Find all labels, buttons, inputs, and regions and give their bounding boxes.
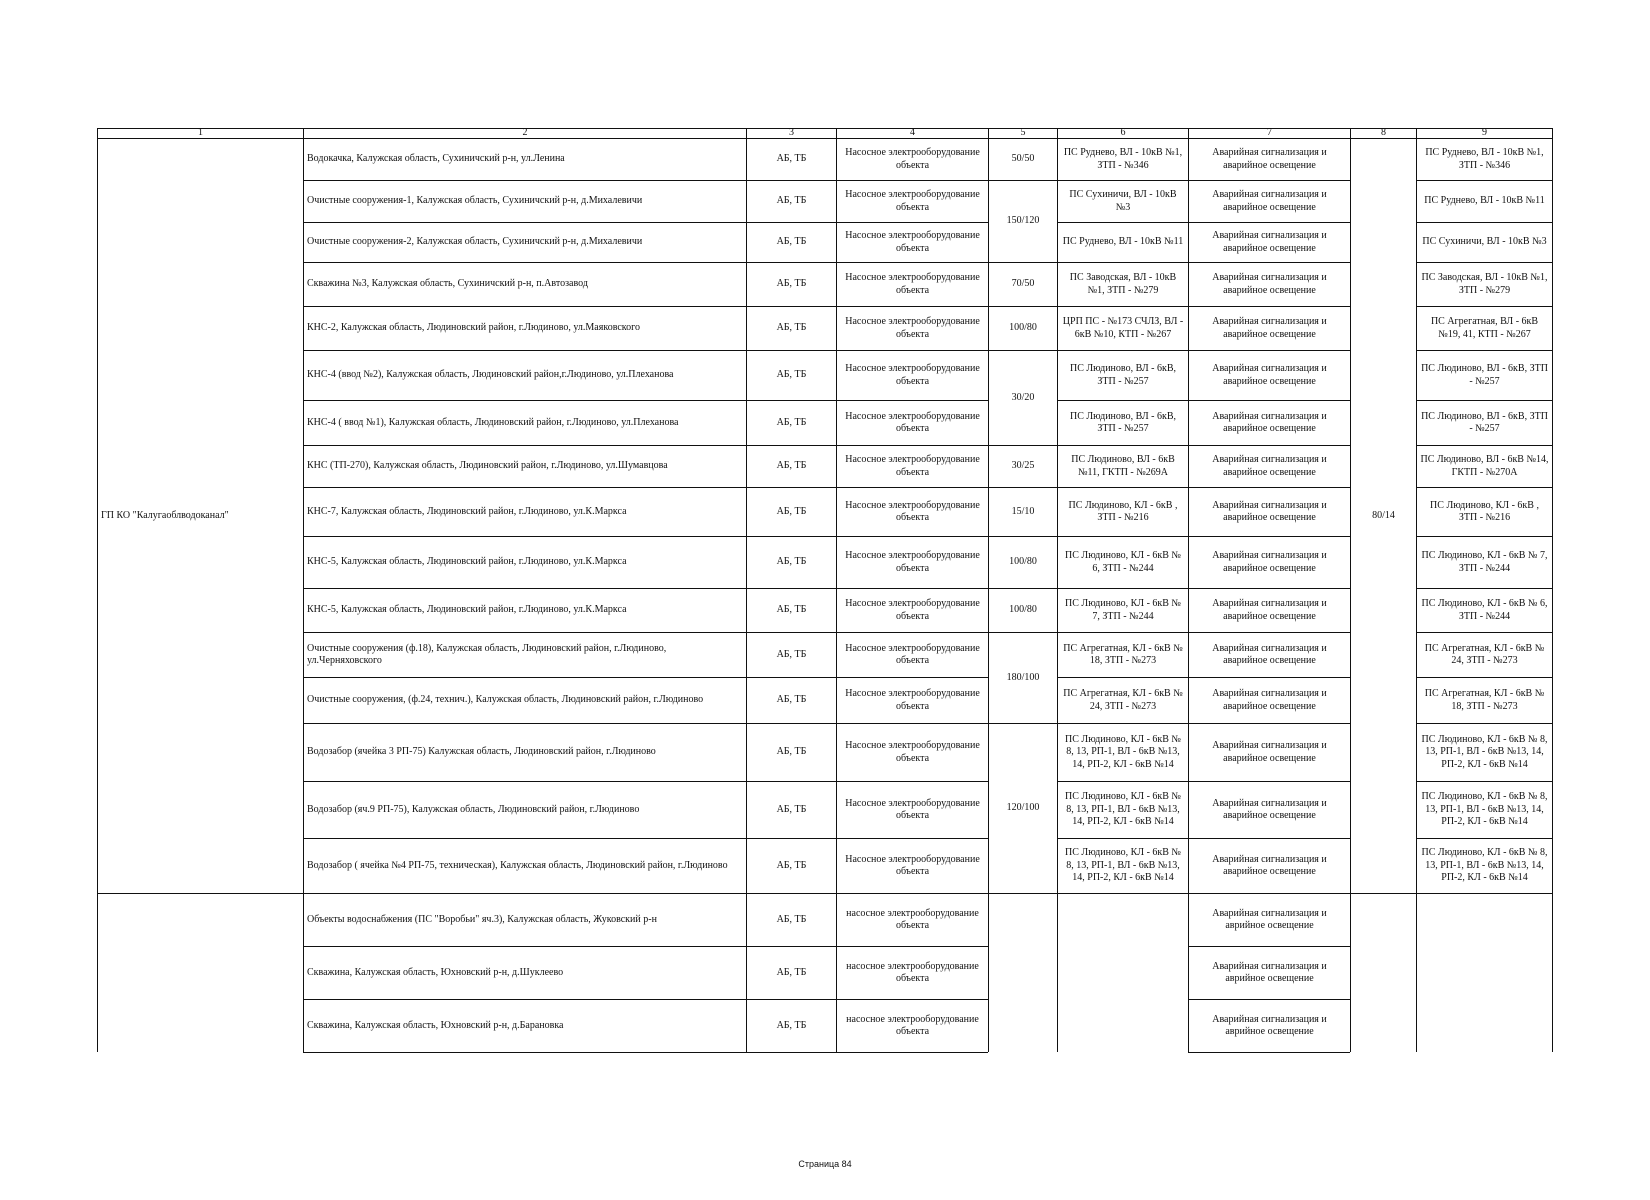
object-name-cell: КНС-2, Калужская область, Людиновский район, г.Людиново, ул.Маяковского — [307, 322, 641, 334]
object-name-cell: Скважина, Калужская область, Юхновский р-н, д.Шуклеево — [307, 966, 564, 978]
object-name-cell: Водозабор (ячейка 3 РП-75) Калужская область, Людиновский район, г.Людиново — [307, 746, 656, 758]
column-header: 3 — [789, 129, 794, 138]
main-supply-cell: ПС Агрегатная, КЛ - 6кВ № 24, ЗТП - №273 — [1063, 688, 1183, 712]
emergency-cell: Аварийная сигнализация и аварийное освещение — [1212, 598, 1327, 622]
equipment-cell: Насосное электрооборудование объекта — [845, 189, 980, 213]
power-category-cell: АБ, ТБ — [776, 556, 807, 568]
equipment-cell: Насосное электрооборудование объекта — [845, 363, 980, 387]
power-category-cell: АБ, ТБ — [776, 1019, 807, 1031]
column-header: 7 — [1267, 129, 1272, 138]
emergency-cell: Аварийная сигнализация и аварийное освещение — [1212, 147, 1327, 171]
backup-supply-cell — [1417, 894, 1552, 946]
emergency-cell: Аварийная сигнализация и аварийное освещение — [1212, 454, 1327, 478]
backup-supply-cell: ПС Людиново, ВЛ - 6кВ №14, ГКТП - №270А — [1420, 454, 1549, 478]
object-name-cell: Очистные сооружения-2, Калужская область, Сухиничский р-н, д.Михалевичи — [307, 236, 643, 248]
organization-cell: ГП КО "Калугаоблводоканал" — [101, 509, 229, 521]
main-supply-cell: ПС Людиново, ВЛ - 6кВ, ЗТП - №257 — [1069, 410, 1176, 434]
main-supply-cell: ПС Агрегатная, КЛ - 6кВ № 18, ЗТП - №273 — [1063, 642, 1183, 666]
object-name-cell: КНС-5, Калужская область, Людиновский район, г.Людиново, ул.К.Маркса — [307, 604, 627, 616]
backup-supply-cell: ПС Людиново, КЛ - 6кВ № 6, ЗТП - №244 — [1421, 598, 1548, 622]
equipment-cell: насосное электрооборудование объекта — [846, 960, 979, 984]
equipment-cell: Насосное электрооборудование объекта — [845, 410, 980, 434]
power-category-cell: АБ, ТБ — [776, 604, 807, 616]
object-name-cell: Водозабор (яч.9 РП-75), Калужская область, Людиновский район, г.Людиново — [307, 803, 640, 815]
row-border — [303, 1052, 988, 1053]
equipment-cell: насосное электрооборудование объекта — [846, 907, 979, 931]
power-category-cell: АБ, ТБ — [776, 746, 807, 758]
equipment-cell: Насосное электрооборудование объекта — [845, 598, 980, 622]
power-category-cell: АБ, ТБ — [776, 694, 807, 706]
main-supply-cell — [1058, 947, 1188, 999]
backup-supply-cell: ПС Людиново, КЛ - 6кВ № 8, 13, РП-1, ВЛ - 6кВ №13, 14, РП-2, КЛ - 6кВ №14 — [1421, 733, 1548, 770]
col-border — [1552, 128, 1553, 1052]
main-supply-cell: ПС Руднево, ВЛ - 10кВ №11 — [1062, 236, 1184, 248]
org-block-border — [97, 893, 303, 894]
emergency-cell: Аварийная сигнализация и аварийное освещение — [1212, 853, 1327, 877]
emergency-cell: Аварийная сигнализация и аварийное освещение — [1212, 740, 1327, 764]
object-name-cell: Водозабор ( ячейка №4 РП-75, техническая), Калужская область, Людиновский район, г.Людиново — [307, 859, 728, 871]
main-supply-cell: ПС Людиново, КЛ - 6кВ № 7, ЗТП - №244 — [1065, 598, 1181, 622]
col5-group-border — [988, 893, 1057, 894]
emergency-cell: Аварийная сигнализация и аврийное освещение — [1212, 907, 1327, 931]
object-name-cell: КНС-4 ( ввод №1), Калужская область, Людиновский район, г.Людиново, ул.Плеханова — [307, 416, 679, 428]
emergency-cell: Аварийная сигнализация и аварийное освещение — [1212, 642, 1327, 666]
equipment-cell: Насосное электрооборудование объекта — [845, 454, 980, 478]
equipment-cell: Насосное электрооборудование объекта — [845, 853, 980, 877]
power-category-cell: АБ, ТБ — [776, 236, 807, 248]
main-supply-cell: ПС Людиново, ВЛ - 6кВ, ЗТП - №257 — [1069, 363, 1176, 387]
power-category-cell: АБ, ТБ — [776, 369, 807, 381]
emergency-cell: Аварийная сигнализация и аварийное освещение — [1212, 316, 1327, 340]
capacity-cell: 180/100 — [1006, 671, 1040, 683]
power-category-cell: АБ, ТБ — [776, 859, 807, 871]
equipment-cell: Насосное электрооборудование объекта — [845, 499, 980, 523]
page-number: Страница 84 — [798, 1159, 852, 1169]
capacity-cell: 100/80 — [1009, 322, 1037, 334]
capacity-cell: 100/80 — [1009, 604, 1037, 616]
capacity-cell: 30/20 — [1011, 391, 1035, 403]
backup-supply-cell: ПС Руднево, ВЛ - 10кВ №1, ЗТП - №346 — [1425, 147, 1544, 171]
capacity-cell: 120/100 — [1006, 802, 1040, 814]
backup-supply-cell — [1417, 1000, 1552, 1052]
column-header: 6 — [1120, 129, 1126, 138]
capacity-cell: 15/10 — [1011, 505, 1035, 517]
power-category-cell: АБ, ТБ — [776, 278, 807, 290]
backup-supply-cell: ПС Людиново, ВЛ - 6кВ, ЗТП - №257 — [1421, 363, 1548, 387]
equipment-cell: Насосное электрооборудование объекта — [845, 316, 980, 340]
object-name-cell: Скважина, Калужская область, Юхновский р-н, д.Барановка — [307, 1019, 564, 1031]
power-category-cell: АБ, ТБ — [776, 803, 807, 815]
power-category-cell: АБ, ТБ — [776, 153, 807, 165]
backup-supply-cell: ПС Людиново, ВЛ - 6кВ, ЗТП - №257 — [1421, 410, 1548, 434]
power-category-cell: АБ, ТБ — [776, 966, 807, 978]
object-name-cell: Очистные сооружения (ф.18), Калужская область, Людиновский район, г.Людиново, ул.Черняховского — [307, 642, 667, 666]
object-name-cell: Очистные сооружения, (ф.24, технич.), Калужская область, Людиновский район, г.Людиново — [307, 694, 704, 706]
power-category-cell: АБ, ТБ — [776, 195, 807, 207]
emergency-cell: Аварийная сигнализация и аврийное освещение — [1212, 960, 1327, 984]
object-name-cell: Объекты водоснабжения (ПС "Воробьи" яч.3), Калужская область, Жуковский р-н — [307, 913, 657, 925]
main-supply-cell: ПС Людиново, ВЛ - 6кВ №11, ГКТП - №269А — [1071, 454, 1175, 478]
col8-block-border — [1350, 893, 1416, 894]
column-header: 4 — [910, 129, 915, 138]
backup-supply-cell: ПС Людиново, КЛ - 6кВ № 8, 13, РП-1, ВЛ - 6кВ №13, 14, РП-2, КЛ - 6кВ №14 — [1421, 847, 1548, 884]
power-category-cell: АБ, ТБ — [776, 505, 807, 517]
main-supply-cell: ПС Руднево, ВЛ - 10кВ №1, ЗТП - №346 — [1063, 147, 1183, 171]
emergency-cell: Аварийная сигнализация и аварийное освещение — [1212, 797, 1327, 821]
main-supply-cell: ПС Людиново, КЛ - 6кВ № 6, ЗТП - №244 — [1065, 550, 1181, 574]
main-supply-cell: ПС Людиново, КЛ - 6кВ , ЗТП - №216 — [1068, 499, 1178, 523]
backup-supply-cell: ПС Сухиничи, ВЛ - 10кВ №3 — [1422, 236, 1547, 248]
main-supply-cell: ПС Людиново, КЛ - 6кВ № 8, 13, РП-1, ВЛ - 6кВ №13, 14, РП-2, КЛ - 6кВ №14 — [1065, 733, 1181, 770]
backup-supply-cell: ПС Людиново, КЛ - 6кВ № 8, 13, РП-1, ВЛ - 6кВ №13, 14, РП-2, КЛ - 6кВ №14 — [1421, 791, 1548, 828]
main-supply-cell — [1058, 1000, 1188, 1052]
capacity-cell: 70/50 — [1011, 278, 1035, 290]
backup-supply-cell: ПС Людиново, КЛ - 6кВ № 7, ЗТП - №244 — [1421, 550, 1548, 574]
capacity-cell: 30/25 — [1011, 460, 1035, 472]
equipment-cell: Насосное электрооборудование объекта — [845, 272, 980, 296]
backup-supply-cell: ПС Заводская, ВЛ - 10кВ №1, ЗТП - №279 — [1421, 272, 1548, 296]
object-name-cell: КНС-5, Калужская область, Людиновский район, г.Людиново, ул.К.Маркса — [307, 556, 627, 568]
column-header: 5 — [1020, 129, 1026, 138]
emergency-cell: Аварийная сигнализация и аварийное освещение — [1212, 272, 1327, 296]
emergency-cell: Аварийная сигнализация и аварийное освещение — [1212, 410, 1327, 434]
equipment-cell: Насосное электрооборудование объекта — [845, 797, 980, 821]
main-supply-cell: ЦРП ПС - №173 СЧЛЗ, ВЛ - 6кВ №10, КТП - №267 — [1062, 316, 1184, 340]
power-category-cell: АБ, ТБ — [776, 416, 807, 428]
power-category-cell: АБ, ТБ — [776, 913, 807, 925]
equipment-cell: Насосное электрооборудование объекта — [845, 740, 980, 764]
emergency-cell: Аварийная сигнализация и аварийное освещение — [1212, 363, 1327, 387]
main-supply-cell — [1058, 894, 1188, 946]
row-border — [1188, 1052, 1350, 1053]
emergency-cell: Аварийная сигнализация и аварийное освещение — [1212, 550, 1327, 574]
equipment-cell: Насосное электрооборудование объекта — [845, 147, 980, 171]
backup-supply-cell: ПС Руднево, ВЛ - 10кВ №11 — [1424, 195, 1545, 207]
capacity-cell: 150/120 — [1006, 215, 1040, 227]
object-name-cell: КНС-7, Калужская область, Людиновский район, г.Людиново, ул.К.Маркса — [307, 505, 627, 517]
equipment-cell: Насосное электрооборудование объекта — [845, 688, 980, 712]
emergency-cell: Аварийная сигнализация и аварийное освещение — [1212, 499, 1327, 523]
power-category-cell: АБ, ТБ — [776, 322, 807, 334]
backup-supply-cell: ПС Агрегатная, КЛ - 6кВ № 18, ЗТП - №273 — [1424, 688, 1545, 712]
emergency-cell: Аварийная сигнализация и аварийное освещение — [1212, 189, 1327, 213]
column-header: 9 — [1482, 129, 1487, 138]
reserve-capacity-cell: 80/14 — [1372, 509, 1395, 521]
power-category-cell: АБ, ТБ — [776, 648, 807, 660]
object-name-cell: Скважина №3, Калужская область, Сухиничский р-н, п.Автозавод — [307, 278, 588, 290]
emergency-cell: Аварийная сигнализация и аврийное освещение — [1212, 1013, 1327, 1037]
backup-supply-cell: ПС Агрегатная, ВЛ - 6кВ №19, 41, КТП - №267 — [1430, 316, 1539, 340]
backup-supply-cell — [1417, 947, 1552, 999]
column-header: 8 — [1381, 129, 1386, 138]
emergency-cell: Аварийная сигнализация и аварийное освещение — [1212, 230, 1327, 254]
capacity-cell: 50/50 — [1011, 153, 1035, 165]
column-header: 2 — [522, 129, 528, 138]
equipment-cell: Насосное электрооборудование объекта — [845, 230, 980, 254]
object-name-cell: КНС-4 (ввод №2), Калужская область, Людиновский район,г.Людиново, ул.Плеханова — [307, 369, 674, 381]
equipment-cell: насосное электрооборудование объекта — [846, 1013, 979, 1037]
power-category-cell: АБ, ТБ — [776, 460, 807, 472]
main-supply-cell: ПС Людиново, КЛ - 6кВ № 8, 13, РП-1, ВЛ - 6кВ №13, 14, РП-2, КЛ - 6кВ №14 — [1065, 791, 1181, 828]
object-name-cell: КНС (ТП-270), Калужская область, Людиновский район, г.Людиново, ул.Шумавцова — [307, 460, 668, 472]
equipment-cell: Насосное электрооборудование объекта — [845, 642, 980, 666]
capacity-cell: 100/80 — [1009, 556, 1037, 568]
main-supply-cell: ПС Сухиничи, ВЛ - 10кВ №3 — [1069, 189, 1177, 213]
object-name-cell: Очистные сооружения-1, Калужская область, Сухиничский р-н, д.Михалевичи — [307, 195, 643, 207]
emergency-cell: Аварийная сигнализация и аварийное освещение — [1212, 688, 1327, 712]
column-header: 1 — [198, 129, 203, 138]
object-name-cell: Водокачка, Калужская область, Сухиничский р-н, ул.Ленина — [307, 153, 565, 165]
main-supply-cell: ПС Людиново, КЛ - 6кВ № 8, 13, РП-1, ВЛ - 6кВ №13, 14, РП-2, КЛ - 6кВ №14 — [1065, 847, 1181, 884]
main-supply-cell: ПС Заводская, ВЛ - 10кВ №1, ЗТП - №279 — [1069, 272, 1177, 296]
backup-supply-cell: ПС Людиново, КЛ - 6кВ , ЗТП - №216 — [1430, 499, 1539, 523]
backup-supply-cell: ПС Агрегатная, КЛ - 6кВ № 24, ЗТП - №273 — [1424, 642, 1545, 666]
equipment-cell: Насосное электрооборудование объекта — [845, 550, 980, 574]
